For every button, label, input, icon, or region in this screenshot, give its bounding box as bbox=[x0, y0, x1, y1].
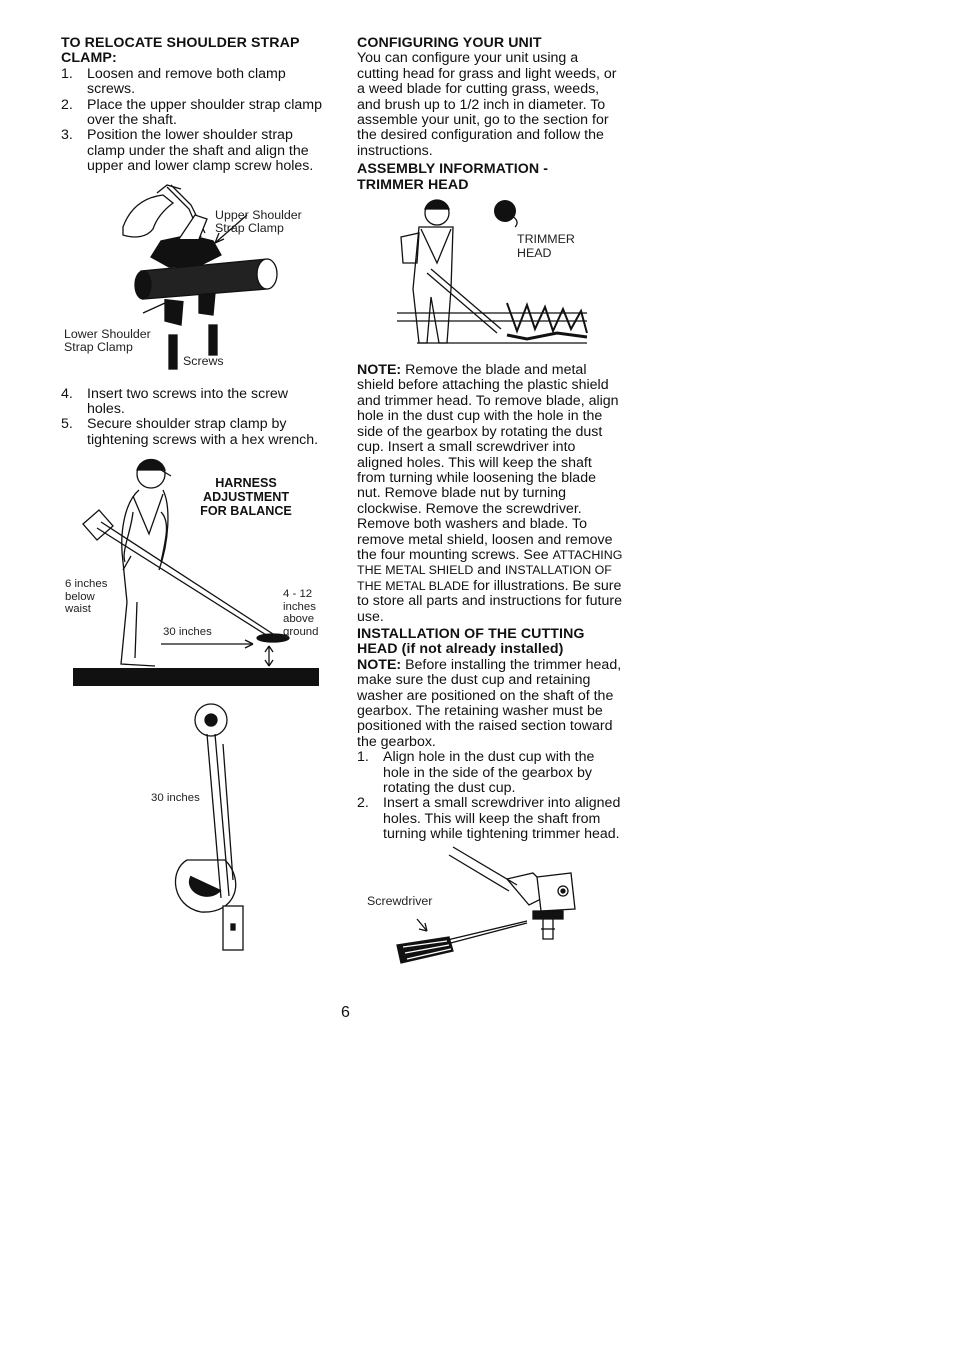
trimmer-illustration bbox=[357, 193, 623, 363]
list-item: 2. Place the upper shoulder strap clamp over the shaft. bbox=[61, 96, 323, 129]
relocate-heading: TO RELOCATE SHOULDER STRAP CLAMP: bbox=[61, 35, 300, 67]
note1-label: NOTE: bbox=[357, 362, 402, 379]
list-item: 5. Secure shoulder strap clamp by tightening screws with a hex wrench. bbox=[61, 416, 319, 448]
top-view-figure bbox=[61, 700, 325, 960]
note1-paragraph: NOTE: Remove the blade and metal shield before attaching the plastic shield and trimmer head. To remove blade, align hole in the dust cup with the hole in the side of the gearbox by rotating the dust cup. Insert a small screwdriver into aligned holes. This will keep the shaft from turning while loosening the blade nut. Remove blade nut by turning clockwise. Remove the screwdriver. Remove both washers and blade. To remove metal shield, loosen and remove the four mounting screws. See ATTACHING THE METAL SHIELD and INSTALLATION OF THE METAL BLADE for illustrations. Be sure to store all parts and instructions for future use. bbox=[357, 362, 623, 625]
configuring-heading: CONFIGURING YOUR UNIT bbox=[357, 35, 542, 51]
list-item: 2. Insert a small screwdriver into aligned holes. This will keep the shaft from turning while tightening trimmer head. bbox=[357, 795, 621, 843]
page-number: 6 bbox=[341, 1004, 350, 1021]
clamp-figure bbox=[61, 175, 325, 385]
top-view-illustration bbox=[61, 700, 325, 960]
waist-label: 6 inches below waist bbox=[65, 578, 108, 616]
assembly-heading: ASSEMBLY INFORMATION - TRIMMER HEAD bbox=[357, 161, 549, 193]
list-item: 1. Loosen and remove both clamp screws. bbox=[61, 65, 286, 98]
install-heading: INSTALLATION OF THE CUTTING HEAD (if not already installed) bbox=[357, 625, 585, 658]
note1-ref1: ATTACHING THE METAL SHIELD bbox=[357, 547, 623, 578]
screws-label: Screws bbox=[183, 353, 224, 368]
list-item: 3. Position the lower shoulder strap clamp under the shaft and align the upper and lower clamp screw holes. bbox=[61, 127, 314, 175]
list-item: 1. Align hole in the dust cup with the hole in the side of the gearbox by rotating the dust cup. bbox=[357, 749, 595, 797]
upper-clamp-label: Upper Shoulder Strap Clamp bbox=[215, 207, 302, 236]
harness-title: HARNESS ADJUSTMENT FOR BALANCE bbox=[200, 476, 292, 519]
install-steps bbox=[357, 750, 623, 842]
note2-paragraph: NOTE: Before installing the trimmer head, make sure the dust cup and retaining washer are positioned on the shaft of the gearbox. The retaining washer must be positioned with the raised section toward the gearbox. bbox=[357, 656, 622, 750]
note1-ref2: INSTALLATION OF THE METAL BLADE bbox=[357, 563, 612, 593]
height-label: 4 - 12 inches above ground bbox=[283, 588, 319, 638]
screwdriver-label: Screwdriver bbox=[367, 893, 433, 908]
distance-label: 30 inches bbox=[163, 626, 212, 639]
configuring-text: You can configure your unit using a cutting head for grass and light weeds, or a weed blade for cutting grass, weeds, and brush up to 1/2 inch in diameter. To assemble your unit, go to the section for the desired configuration and follow the instructions. bbox=[357, 50, 617, 159]
relocate-steps bbox=[61, 67, 325, 175]
list-item: 4. Insert two screws into the screw holes. bbox=[61, 385, 289, 418]
left-column bbox=[61, 36, 325, 960]
screwdriver-figure bbox=[357, 843, 623, 973]
trimmer-head-label: TRIMMER HEAD bbox=[517, 232, 575, 260]
harness-figure bbox=[61, 452, 325, 692]
relocate-steps-2 bbox=[61, 387, 325, 449]
top-distance-label: 30 inches bbox=[151, 792, 200, 805]
note2-label: NOTE: bbox=[357, 656, 402, 673]
right-column bbox=[357, 36, 623, 973]
trimmer-figure bbox=[357, 193, 623, 363]
lower-clamp-label: Lower Shoulder Strap Clamp bbox=[64, 326, 151, 355]
